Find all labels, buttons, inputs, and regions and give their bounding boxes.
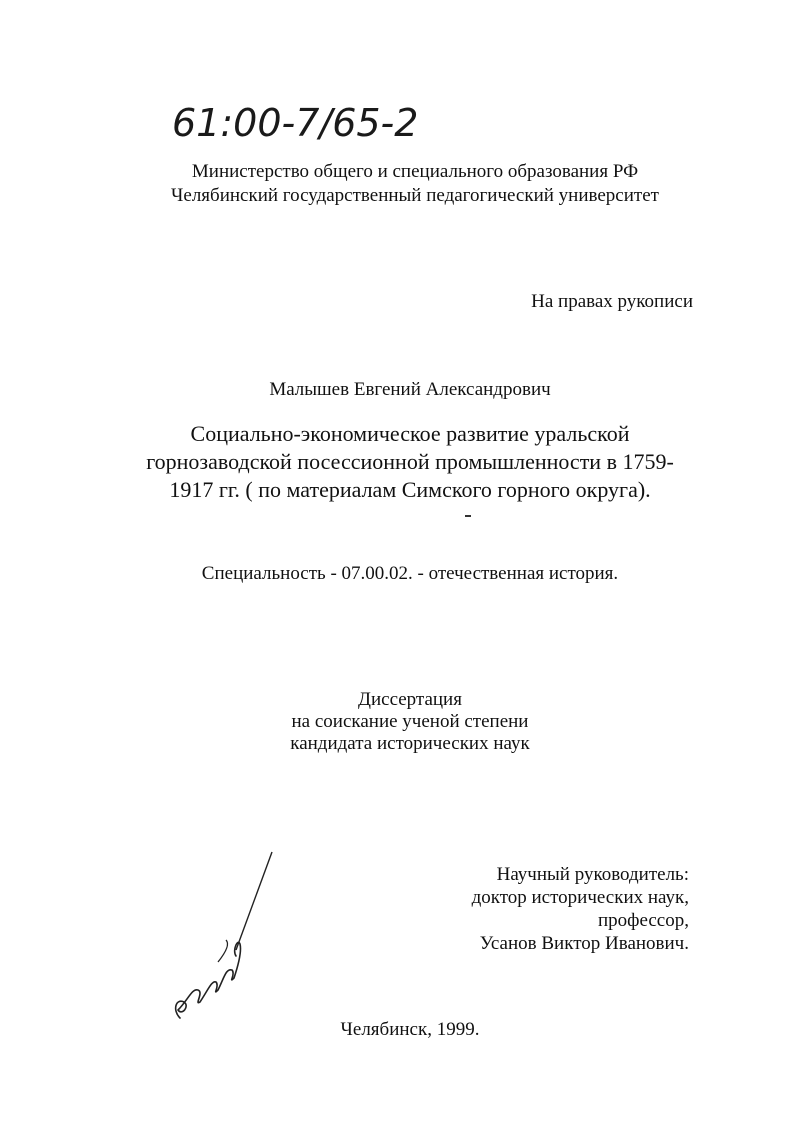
city-and-year: Челябинск, 1999. [340,1019,480,1040]
scientific-advisor [369,863,689,955]
university-name: Челябинский государственный педагогический университет [171,185,659,206]
dissertation-title [130,420,690,504]
ministry-name: Министерство общего и специального образования РФ [191,161,639,182]
dissertation-line-1: Диссертация [358,689,462,710]
title-line-1: Социально-экономическое развитие уральской [190,421,630,446]
specialty-line: Специальность - 07.00.02. - отечественная история. [201,563,619,584]
rights-note: На правах рукописи [531,291,693,312]
advisor-line-4: Усанов Виктор Иванович. [479,933,689,954]
handwritten-archive-code [170,96,460,152]
handwritten-code-text: 61:00-7/65-2 [172,101,419,145]
title-line-3: 1917 гг. ( по материалам Симского горного округа). [169,477,651,502]
author-name: Малышев Евгений Александрович [269,379,551,400]
dissertation-line-2: на соискание ученой степени [291,711,529,732]
stray-dash-mark [465,515,471,517]
dissertation-line-3: кандидата исторических наук [290,733,530,754]
advisor-line-3: профессор, [597,910,689,931]
title-line-2: горнозаводской посессионной промышленности в 1759- [146,449,674,474]
dissertation-type [260,689,560,755]
advisor-line-1: Научный руководитель: [496,864,689,885]
advisor-line-2: доктор исторических наук, [471,887,689,908]
handwritten-signature [168,840,288,1030]
